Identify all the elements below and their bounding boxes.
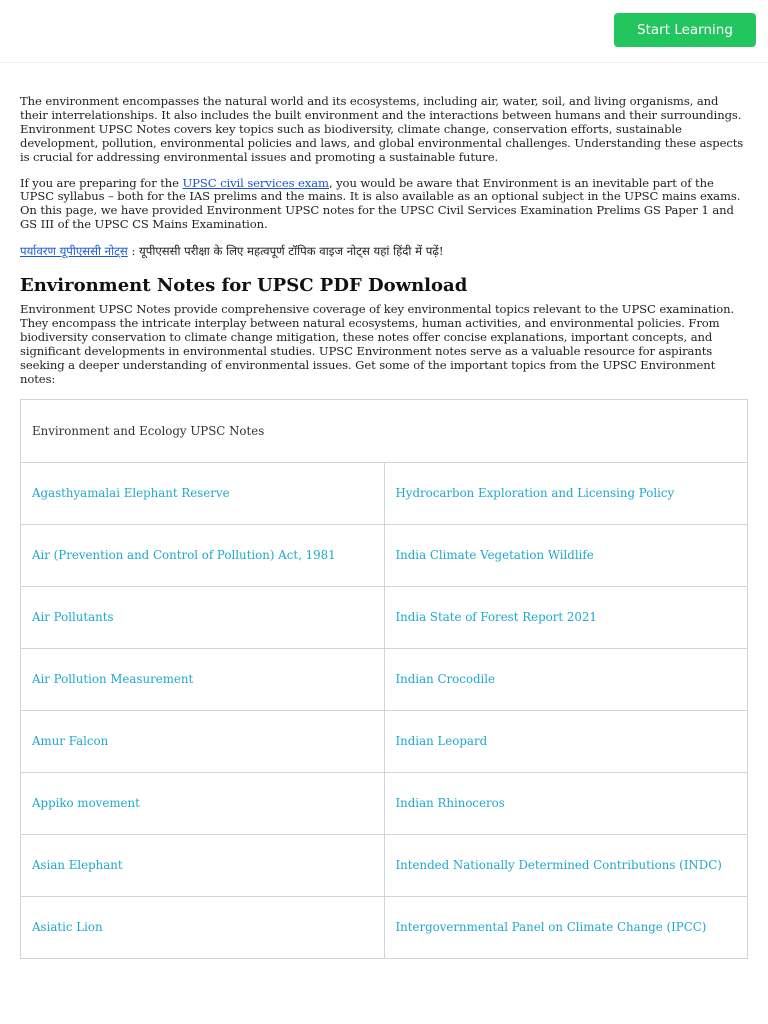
exam-paragraph-text-after: , you would be aware that Environment is an inevitable part of the UPSC syllabus – both for the IAS prelims and the mains. It is also available as an optional subject in the UPSC mains exams. On this page, we have provided Environment UPSC notes for the UPSC Civil Services Examination Prelims GS Paper 1 and GS III of the UPSC CS Mains Examination.	[20, 175, 741, 232]
hindi-notes-text: : यूपीएससी परीक्षा के लिए महत्वपूर्ण टॉपिक वाइज नोट्स यहां हिंदी में पढ़ें!	[127, 244, 444, 259]
section-description: Environment UPSC Notes provide comprehensive coverage of key environmental topics relevant to the UPSC examination. They encompass the intricate interplay between natural ecosystems, human activities, and environmental policies. From biodiversity conservation to climate change mitigation, these notes offer concise explanations, important concepts, and significant developments in environmental studies. UPSC Environment notes serve as a valuable resource for aspirants seeking a deeper understanding of environmental issues. Get some of the important topics from the UPSC Environment notes:	[20, 302, 735, 386]
intro-paragraph: The environment encompasses the natural world and its ecosystems, including air, water, soil, and living organisms, and their interrelationships. It also includes the built environment and the interactions between humans and their surroundings. Environment UPSC Notes covers key topics such as biodiversity, climate change, conservation efforts, sustainable development, pollution, environmental policies and laws, and global environmental challenges. Understanding these aspects is crucial for addressing environmental issues and promoting a sustainable future.	[20, 94, 744, 164]
table-cell	[384, 462, 748, 524]
table-cell	[21, 710, 385, 772]
notes-table-header: Environment and Ecology UPSC Notes	[21, 399, 748, 462]
upsc-civil-services-exam-link[interactable]: UPSC civil services exam	[182, 175, 329, 190]
table-cell	[384, 524, 748, 586]
exam-paragraph-text-before: If you are preparing for the	[20, 175, 183, 190]
table-cell	[21, 896, 385, 958]
topic-link[interactable]: Air Pollution Measurement	[32, 672, 194, 687]
section-heading: Environment Notes for UPSC PDF Download	[20, 275, 468, 297]
exam-paragraph	[20, 177, 748, 233]
topic-link[interactable]: Intended Nationally Determined Contributions (INDC)	[395, 858, 722, 873]
table-cell	[384, 834, 748, 896]
table-cell	[384, 710, 748, 772]
topic-link[interactable]: Air Pollutants	[32, 610, 114, 625]
hindi-notes-line	[20, 244, 748, 258]
table-cell	[384, 648, 748, 710]
table-cell	[21, 462, 385, 524]
notes-table-body	[21, 399, 748, 958]
topic-link[interactable]: Indian Crocodile	[395, 672, 496, 687]
table-cell	[21, 834, 385, 896]
table-cell	[21, 648, 385, 710]
topic-link[interactable]: Agasthyamalai Elephant Reserve	[32, 486, 230, 501]
topic-link[interactable]: Air (Prevention and Control of Pollution) Act, 1981	[32, 548, 336, 563]
table-row	[21, 524, 748, 586]
table-cell	[384, 586, 748, 648]
table-row	[21, 896, 748, 958]
topic-link[interactable]: Asiatic Lion	[32, 920, 103, 935]
table-cell	[21, 586, 385, 648]
topic-link[interactable]: India State of Forest Report 2021	[395, 610, 597, 625]
topic-link[interactable]: Asian Elephant	[32, 858, 123, 873]
hindi-notes-link[interactable]: पर्यावरण यूपीएससी नोट्स	[20, 244, 128, 259]
table-row	[21, 772, 748, 834]
table-cell	[384, 772, 748, 834]
table-cell	[384, 896, 748, 958]
notes-table	[20, 399, 748, 959]
table-row	[21, 462, 748, 524]
table-cell	[21, 772, 385, 834]
topic-link[interactable]: Intergovernmental Panel on Climate Change (IPCC)	[395, 920, 707, 935]
topic-link[interactable]: Indian Rhinoceros	[395, 796, 505, 811]
topic-link[interactable]: Hydrocarbon Exploration and Licensing Policy	[395, 486, 675, 501]
article-content	[20, 95, 748, 959]
topic-link[interactable]: Appiko movement	[32, 796, 140, 811]
table-row	[21, 648, 748, 710]
topic-link[interactable]: Indian Leopard	[395, 734, 488, 749]
table-row	[21, 834, 748, 896]
table-row	[21, 586, 748, 648]
topic-link[interactable]: Amur Falcon	[32, 734, 109, 749]
topic-link[interactable]: India Climate Vegetation Wildlife	[395, 548, 594, 563]
table-row	[21, 710, 748, 772]
table-cell	[21, 524, 385, 586]
notes-table-header-row	[21, 399, 748, 462]
top-bar	[0, 0, 768, 63]
start-learning-button[interactable]: Start Learning	[614, 13, 756, 47]
